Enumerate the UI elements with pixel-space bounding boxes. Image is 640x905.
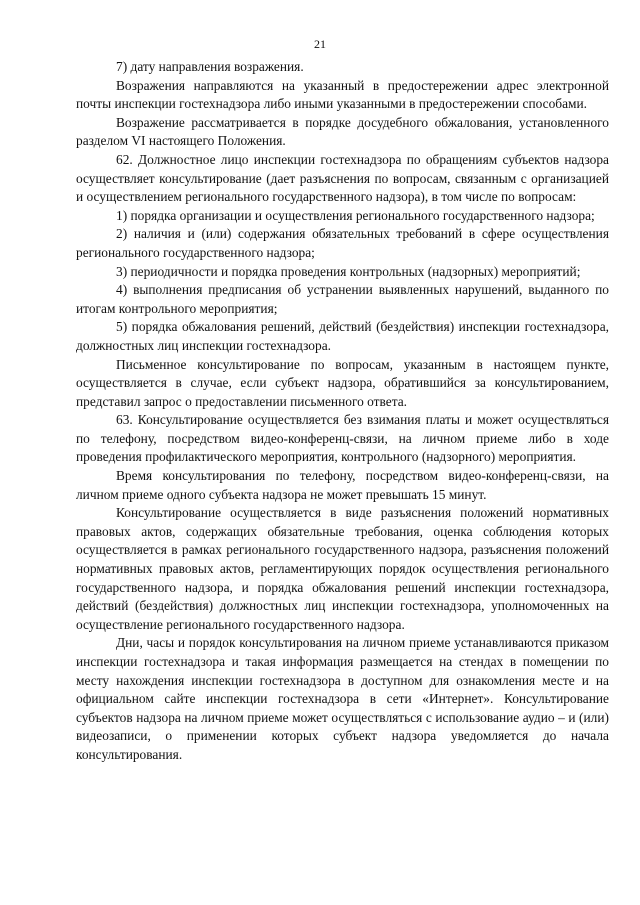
paragraph: 7) дату направления возражения. bbox=[116, 59, 304, 74]
paragraph: 62. Должностное лицо инспекции гостехнадзора по обращениям субъектов надзора осуществляет консультирование (дает разъяснения по вопросам, связанным с организацией и осуществлением регионального государственного надзора), в том числе по вопросам: bbox=[76, 151, 609, 205]
paragraph: Консультирование осуществляется в виде разъяснения положений нормативных правовых актов, содержащих обязательные требования, оценка соблюдения которых осуществляется в рамках регионального государственного надзора, разъяснения положений нормативных правовых актов, регламентирующих порядок осуществления регионального государственного надзора, и порядка обжалования решений инспекции гостехнадзора, действий (бездействия) должностных лиц инспекции гостехнадзора, уполномоченных на осуществление регионального государственного надзора. bbox=[76, 505, 609, 632]
list-item: 1) порядка организации и осуществления регионального государственного надзора; bbox=[116, 207, 595, 223]
paragraph: Возражение рассматривается в порядке досудебного обжалования, установленного разделом VI настоящего Положения. bbox=[76, 114, 609, 149]
document-body bbox=[76, 58, 609, 765]
paragraph: Возражения направляются на указанный в предостережении адрес электронной почты инспекции гостехнадзора либо иными указанными в предостережении способами. bbox=[76, 77, 609, 112]
paragraph: Дни, часы и порядок консультирования на личном приеме устанавливаются приказом инспекции гостехнадзора и такая информация размещается на стендах в помещении по месту нахождения инспекции гостехнадзора в доступном для ознакомления месте и на официальном сайте инспекции гостехнадзора в сети «Интернет». Консультирование субъектов надзора на личном приеме может осуществляться с использование аудио – и (или) видеозаписи, о применении которых субъект надзора уведомляется до начала консультирования. bbox=[76, 635, 609, 762]
list-item: 4) выполнения предписания об устранении выявленных нарушений, выданного по итогам контрольного мероприятия; bbox=[76, 282, 609, 316]
paragraph: Письменное консультирование по вопросам, указанным в настоящем пункте, осуществляется в случае, если субъект надзора, обратившийся за консультированием, представил запрос о предоставлении письменного ответа. bbox=[76, 356, 609, 409]
paragraph: 63. Консультирование осуществляется без взимания платы и может осуществляться по телефону, посредством видео-конференц-связи, на личном приеме либо в ходе проведения профилактического мероприятия, контрольного (надзорного) мероприятия. bbox=[76, 412, 609, 465]
list-item: 5) порядка обжалования решений, действий (бездействия) инспекции гостехнадзора, должностных лиц инспекции гостехнадзора. bbox=[76, 319, 609, 353]
page-number: 21 bbox=[314, 37, 326, 51]
list-item: 3) периодичности и порядка проведения контрольных (надзорных) мероприятий; bbox=[116, 263, 581, 279]
list-item: 2) наличия и (или) содержания обязательных требований в сфере осуществления регионального государственного надзора; bbox=[76, 226, 609, 260]
paragraph: Время консультирования по телефону, посредством видео-конференц-связи, на личном приеме одного субъекта надзора не может превышать 15 минут. bbox=[76, 468, 609, 502]
